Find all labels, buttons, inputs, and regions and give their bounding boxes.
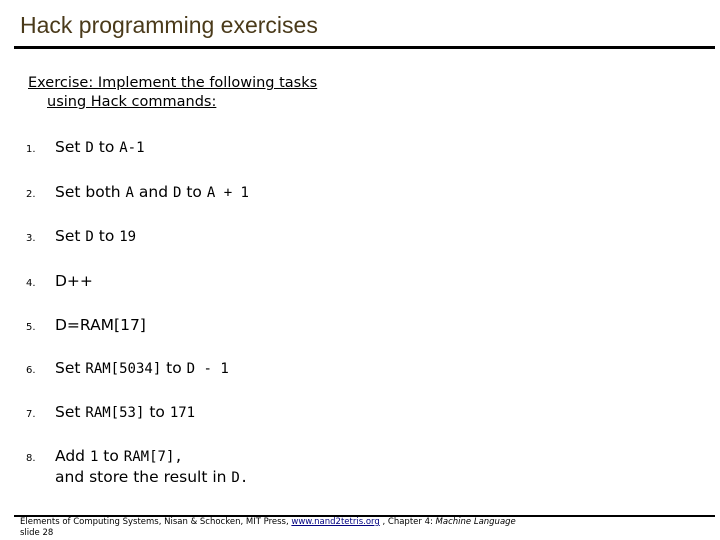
text-fragment: Set both	[55, 183, 126, 201]
code-fragment: D	[172, 185, 182, 201]
list-item-text	[55, 402, 195, 423]
list-item-text	[55, 137, 145, 158]
text-fragment: Set	[55, 403, 86, 421]
text-fragment: Set	[55, 359, 86, 377]
footer-chapter-prefix: , Chapter 4:	[379, 517, 436, 527]
slide-title: Hack programming exercises	[20, 12, 318, 38]
text-fragment: Set	[55, 227, 86, 245]
code-fragment: 171	[169, 405, 196, 421]
title-divider	[14, 46, 715, 49]
list-item-number: 4.	[26, 278, 36, 289]
footer-link[interactable]: www.nand2tetris.org	[291, 517, 380, 527]
text-fragment: Set	[55, 138, 86, 156]
code-fragment: RAM[7],	[123, 449, 183, 465]
text-fragment: to	[93, 227, 120, 245]
list-item-number: 7.	[26, 409, 36, 420]
code-fragment: A-1	[119, 140, 145, 156]
exercise-heading-line-1: Exercise: Implement the following tasks	[28, 75, 318, 91]
code-fragment: 1	[89, 449, 99, 465]
list-item-text	[55, 358, 229, 379]
footer-citation	[20, 517, 516, 528]
code-fragment: 19	[119, 229, 137, 245]
text-fragment: and	[133, 183, 173, 201]
text-fragment: D++	[55, 272, 93, 290]
exercise-heading	[28, 74, 317, 112]
list-item-number: 8.	[26, 453, 36, 464]
code-fragment: D	[85, 140, 94, 156]
code-fragment: A + 1	[206, 185, 249, 201]
list-item-number: 3.	[26, 233, 36, 244]
list-item-number: 5.	[26, 322, 36, 333]
text-fragment: to	[98, 447, 124, 465]
list-item-text	[55, 315, 146, 335]
code-fragment: RAM[53]	[85, 405, 145, 421]
code-fragment: RAM[5034]	[85, 361, 162, 377]
list-item-number: 2.	[26, 189, 36, 200]
footer-slide-number: slide 28	[20, 528, 54, 538]
list-item-text	[55, 271, 93, 291]
code-fragment: A	[125, 185, 134, 201]
code-fragment: D	[85, 229, 94, 245]
footer	[20, 517, 516, 539]
text-fragment: to	[144, 403, 170, 421]
list-item-text	[55, 446, 248, 488]
text-fragment: Add	[55, 447, 90, 465]
list-item-text	[55, 226, 136, 247]
text-fragment: to	[161, 359, 187, 377]
text-fragment: D=RAM[17]	[55, 316, 146, 334]
footer-chapter: Machine Language	[435, 517, 516, 527]
footer-citation-text: Elements of Computing Systems, Nisan & Schocken, MIT Press,	[20, 517, 292, 527]
list-item-text	[55, 182, 249, 203]
code-fragment: D - 1	[186, 361, 229, 377]
list-item-number: 1.	[26, 144, 36, 155]
list-item-number: 6.	[26, 365, 36, 376]
code-fragment: D.	[231, 470, 249, 486]
text-fragment: to	[181, 183, 207, 201]
text-fragment: and store the result in	[55, 468, 232, 486]
exercise-heading-line-2: using Hack commands:	[47, 94, 217, 110]
text-fragment: to	[93, 138, 120, 156]
